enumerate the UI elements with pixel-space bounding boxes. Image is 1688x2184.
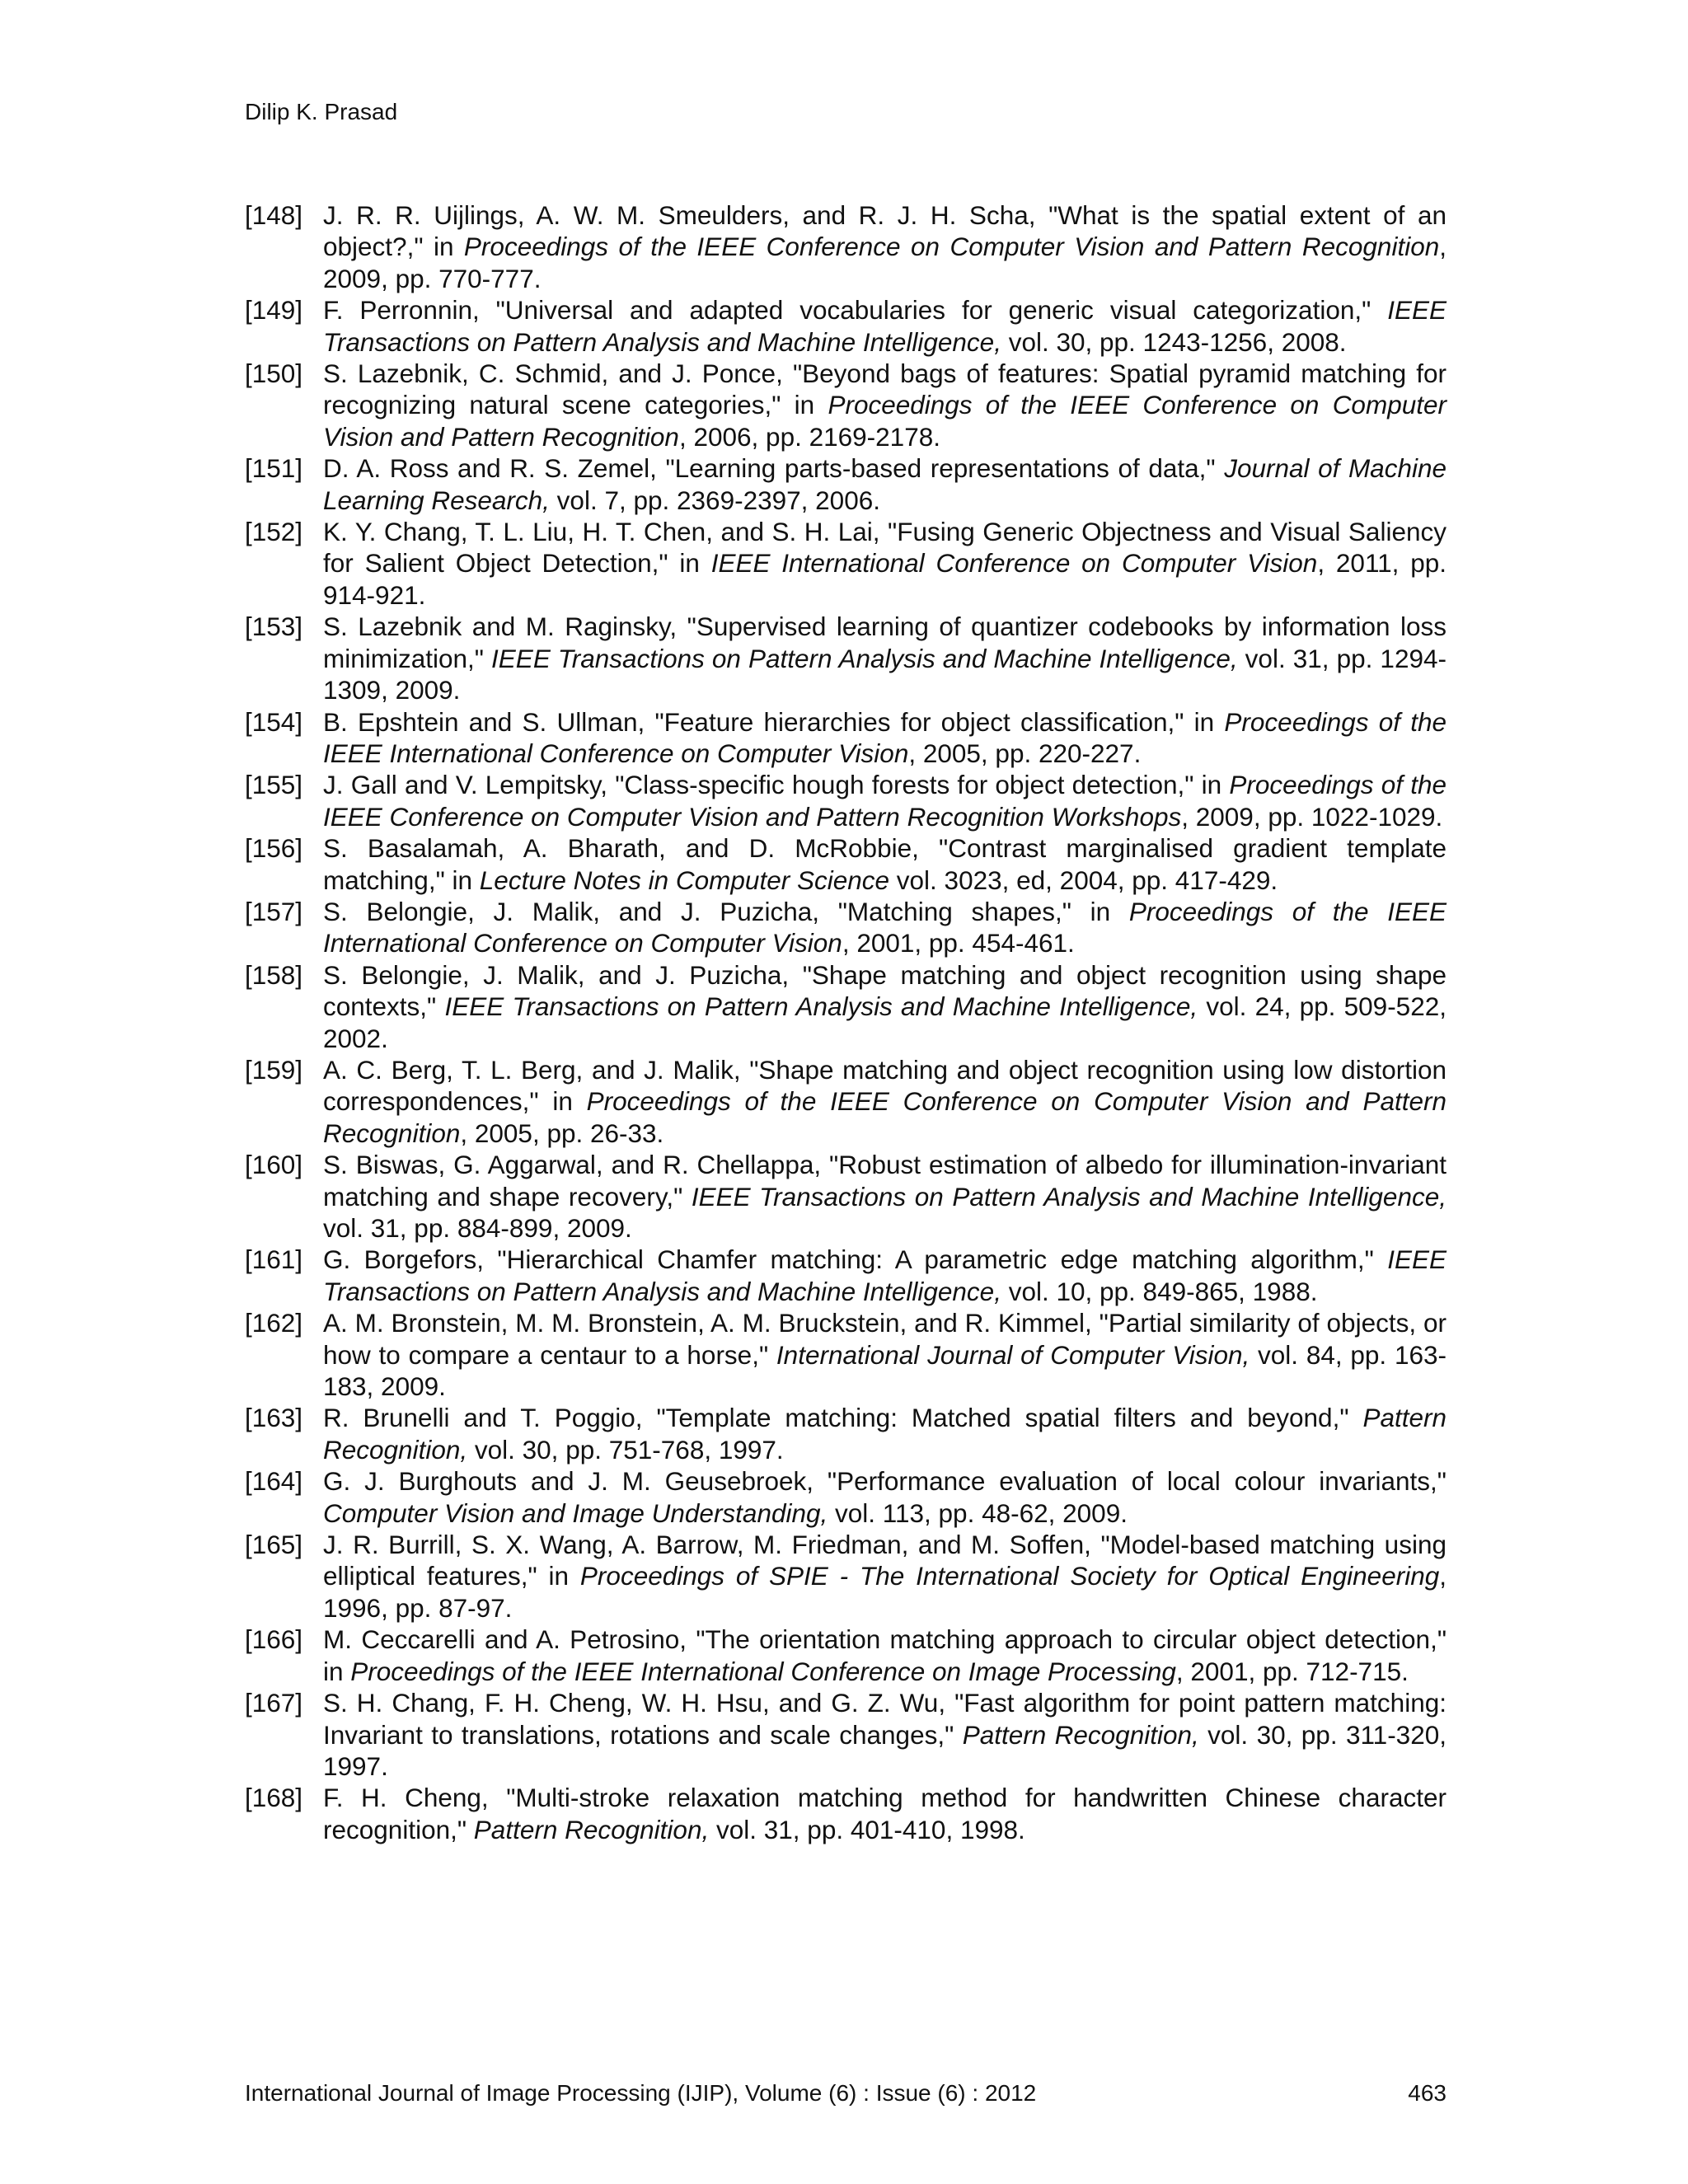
reference-entry: [245, 358, 1447, 452]
reference-citation: K. Y. Chang, T. L. Liu, H. T. Chen, and S. H. Lai, "Fusing Generic Objectness and Visual Saliency for Salient Object Detection," in: [323, 517, 1447, 579]
reference-citation: F. H. Cheng, "Multi-stroke relaxation matching method for handwritten Chinese character recognition,": [323, 1783, 1447, 1844]
reference-number: [166]: [245, 1624, 303, 1655]
reference-text: [323, 452, 1447, 516]
reference-details: vol. 31, pp. 1294-1309, 2009.: [323, 643, 1447, 705]
reference-citation: S. Belongie, J. Malik, and J. Puzicha, "Matching shapes," in: [323, 896, 1129, 926]
reference-entry: [245, 1149, 1447, 1244]
reference-entry: [245, 1624, 1447, 1687]
reference-venue: IEEE Transactions on Pattern Analysis and Machine Intelligence,: [691, 1181, 1447, 1212]
reference-entry: [245, 452, 1447, 516]
reference-details: vol. 31, pp. 401-410, 1998.: [709, 1814, 1025, 1844]
reference-venue: Proceedings of the IEEE Conference on Computer Vision and Pattern Recognition: [463, 232, 1440, 262]
reference-entry: [245, 1782, 1447, 1845]
reference-text: [323, 769, 1447, 832]
reference-venue: IEEE Transactions on Pattern Analysis and Machine Intelligence,: [491, 643, 1238, 673]
reference-venue: Pattern Recognition,: [323, 1403, 1447, 1465]
reference-citation: J. Gall and V. Lempitsky, "Class-specific hough forests for object detection," in: [323, 770, 1230, 800]
reference-venue: Pattern Recognition,: [473, 1814, 710, 1844]
reference-text: [323, 611, 1447, 705]
reference-entry: [245, 769, 1447, 832]
reference-citation: S. Biswas, G. Aggarwal, and R. Chellappa, "Robust estimation of albedo for illumination-invariant matching and shape recovery,": [323, 1150, 1447, 1212]
reference-entry: [245, 199, 1447, 294]
reference-entry: [245, 1687, 1447, 1782]
reference-entry: [245, 1054, 1447, 1149]
reference-venue: Proceedings of the IEEE International Conference on Image Processing: [350, 1656, 1176, 1686]
reference-citation: R. Brunelli and T. Poggio, "Template matching: Matched spatial filters and beyond,": [323, 1403, 1363, 1433]
header-author: Dilip K. Prasad: [245, 99, 398, 124]
reference-details: , 2009, pp. 770-777.: [323, 232, 1447, 293]
reference-details: vol. 84, pp. 163-183, 2009.: [323, 1339, 1447, 1402]
reference-citation: S. Lazebnik, C. Schmid, and J. Ponce, "Beyond bags of features: Spatial pyramid matching for recognizing natural scene categories," in: [323, 359, 1447, 420]
reference-venue: Proceedings of the IEEE Conference on Computer Vision and Pattern Recognition: [323, 390, 1447, 452]
reference-venue: Proceedings of the IEEE Conference on Computer Vision and Pattern Recognition: [323, 1086, 1447, 1148]
reference-details: vol. 7, pp. 2369-2397, 2006.: [549, 485, 880, 515]
reference-text: [323, 1782, 1447, 1845]
reference-citation: S. Basalamah, A. Bharath, and D. McRobbie, "Contrast marginalised gradient template matching," in: [323, 833, 1447, 895]
reference-details: vol. 31, pp. 884-899, 2009.: [323, 1213, 632, 1243]
reference-citation: S. Lazebnik and M. Raginsky, "Supervised learning of quantizer codebooks by information loss minimization,": [323, 612, 1447, 673]
reference-details: , 2001, pp. 454-461.: [842, 928, 1075, 958]
reference-text: [323, 358, 1447, 452]
running-header: [245, 97, 397, 127]
reference-number: [162]: [245, 1308, 303, 1338]
reference-number: [156]: [245, 833, 303, 864]
page-number: 463: [1408, 2080, 1447, 2106]
reference-entry: [245, 706, 1447, 770]
reference-citation: A. M. Bronstein, M. M. Bronstein, A. M. Bruckstein, and R. Kimmel, "Partial similarity of objects, or how to compare a centaur to a horse,": [323, 1308, 1447, 1370]
reference-entry: [245, 832, 1447, 896]
reference-text: [323, 959, 1447, 1054]
reference-venue: IEEE Transactions on Pattern Analysis and Machine Intelligence,: [444, 991, 1198, 1022]
reference-entry: [245, 1307, 1447, 1402]
reference-entry: [245, 611, 1447, 705]
reference-citation: G. J. Burghouts and J. M. Geusebroek, "Performance evaluation of local colour invariants,": [323, 1466, 1447, 1497]
reference-number: [167]: [245, 1688, 303, 1718]
reference-number: [161]: [245, 1244, 303, 1275]
reference-entry: [245, 1465, 1447, 1529]
reference-citation: B. Epshtein and S. Ullman, "Feature hierarchies for object classification," in: [323, 706, 1225, 737]
reference-text: [323, 1149, 1447, 1244]
reference-text: [323, 896, 1447, 959]
footer-journal: International Journal of Image Processing (IJIP), Volume (6) : Issue (6) : 2012: [245, 2080, 1037, 2106]
reference-number: [151]: [245, 453, 303, 484]
reference-number: [155]: [245, 770, 303, 800]
reference-venue: Pattern Recognition,: [962, 1719, 1199, 1750]
reference-entry: [245, 896, 1447, 959]
reference-details: vol. 24, pp. 509-522, 2002.: [323, 991, 1447, 1053]
reference-entry: [245, 1244, 1447, 1307]
reference-details: vol. 10, pp. 849-865, 1988.: [1001, 1276, 1318, 1306]
reference-text: [323, 1402, 1447, 1465]
reference-list: [245, 199, 1447, 1845]
reference-number: [168]: [245, 1783, 303, 1813]
reference-citation: M. Ceccarelli and A. Petrosino, "The orientation matching approach to circular object detection," in: [323, 1624, 1447, 1686]
reference-number: [152]: [245, 517, 303, 547]
reference-number: [163]: [245, 1403, 303, 1433]
reference-entry: [245, 959, 1447, 1054]
reference-venue: IEEE International Conference on Computer Vision: [710, 548, 1318, 579]
reference-details: , 2005, pp. 26-33.: [460, 1118, 664, 1148]
reference-details: vol. 30, pp. 1243-1256, 2008.: [1001, 326, 1347, 357]
reference-details: , 2011, pp. 914-921.: [323, 548, 1447, 610]
reference-text: [323, 1624, 1447, 1687]
reference-details: , 1996, pp. 87-97.: [323, 1561, 1447, 1623]
reference-text: [323, 1687, 1447, 1782]
reference-number: [158]: [245, 959, 303, 990]
reference-venue: Proceedings of SPIE - The International Society for Optical Engineering: [579, 1561, 1440, 1591]
reference-citation: S. H. Chang, F. H. Cheng, W. H. Hsu, and G. Z. Wu, "Fast algorithm for point pattern matching: Invariant to translations, rotations and scale changes,": [323, 1688, 1447, 1750]
reference-details: , 2001, pp. 712-715.: [1175, 1656, 1409, 1686]
reference-text: [323, 1307, 1447, 1402]
reference-details: vol. 30, pp. 311-320, 1997.: [323, 1719, 1447, 1781]
reference-details: vol. 3023, ed, 2004, pp. 417-429.: [889, 865, 1278, 895]
reference-number: [159]: [245, 1054, 303, 1085]
reference-text: [323, 1054, 1447, 1149]
reference-details: vol. 30, pp. 751-768, 1997.: [467, 1434, 784, 1465]
reference-number: [149]: [245, 295, 303, 326]
reference-number: [153]: [245, 612, 303, 642]
reference-text: [323, 1465, 1447, 1529]
reference-text: [323, 516, 1447, 611]
reference-venue: International Journal of Computer Vision,: [776, 1339, 1250, 1370]
reference-entry: [245, 1402, 1447, 1465]
reference-entry: [245, 294, 1447, 358]
reference-details: , 2009, pp. 1022-1029.: [1181, 801, 1443, 832]
reference-venue: Proceedings of the IEEE International Conference on Computer Vision: [323, 896, 1447, 958]
reference-venue: Journal of Machine Learning Research,: [323, 453, 1447, 515]
reference-text: [323, 1529, 1447, 1624]
reference-citation: A. C. Berg, T. L. Berg, and J. Malik, "Shape matching and object recognition using low distortion correspondences," in: [323, 1054, 1447, 1117]
reference-text: [323, 199, 1447, 294]
page-footer: [245, 2079, 1447, 2108]
reference-venue: IEEE Transactions on Pattern Analysis and Machine Intelligence,: [323, 295, 1447, 357]
reference-number: [154]: [245, 706, 303, 737]
reference-venue: Proceedings of the IEEE Conference on Computer Vision and Pattern Recognition Workshops: [323, 770, 1447, 832]
reference-citation: D. A. Ross and R. S. Zemel, "Learning parts-based representations of data,": [323, 453, 1225, 484]
reference-citation: J. R. R. Uijlings, A. W. M. Smeulders, and R. J. H. Scha, "What is the spatial extent of an object?," in: [323, 200, 1447, 262]
reference-entry: [245, 1529, 1447, 1624]
reference-citation: J. R. Burrill, S. X. Wang, A. Barrow, M. Friedman, and M. Soffen, "Model-based matching using elliptical features," in: [323, 1530, 1447, 1591]
reference-number: [160]: [245, 1150, 303, 1180]
reference-text: [323, 706, 1447, 770]
reference-venue: IEEE Transactions on Pattern Analysis and Machine Intelligence,: [323, 1244, 1447, 1306]
reference-entry: [245, 516, 1447, 611]
reference-number: [150]: [245, 359, 303, 389]
reference-citation: G. Borgefors, "Hierarchical Chamfer matching: A parametric edge matching algorithm,": [323, 1244, 1388, 1275]
reference-number: [148]: [245, 200, 303, 230]
reference-venue: Computer Vision and Image Understanding,: [323, 1497, 828, 1528]
reference-citation: S. Belongie, J. Malik, and J. Puzicha, "Shape matching and object recognition using shape contexts,": [323, 959, 1447, 1022]
reference-details: , 2005, pp. 220-227.: [908, 738, 1142, 768]
reference-venue: Proceedings of the IEEE International Conference on Computer Vision: [323, 706, 1447, 768]
reference-details: , 2006, pp. 2169-2178.: [678, 421, 940, 452]
reference-text: [323, 832, 1447, 896]
reference-number: [164]: [245, 1466, 303, 1497]
reference-number: [157]: [245, 896, 303, 926]
reference-text: [323, 1244, 1447, 1307]
reference-details: vol. 113, pp. 48-62, 2009.: [828, 1497, 1128, 1528]
reference-venue: Lecture Notes in Computer Science: [479, 865, 890, 895]
reference-citation: F. Perronnin, "Universal and adapted vocabularies for generic visual categorization,": [323, 295, 1388, 326]
reference-text: [323, 294, 1447, 358]
reference-number: [165]: [245, 1530, 303, 1560]
